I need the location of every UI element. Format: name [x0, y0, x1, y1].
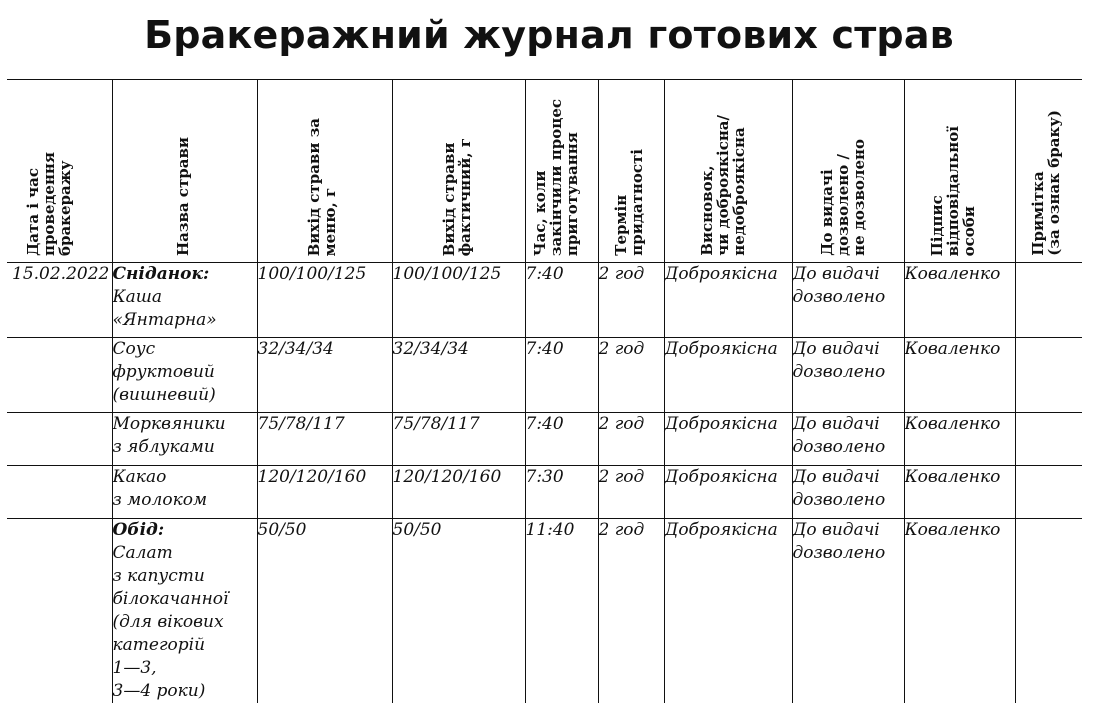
rejection-journal-table: [7, 79, 1082, 703]
cell-time: 7:40: [525, 338, 598, 413]
cell-time: 7:40: [525, 263, 598, 338]
cell-permission: До видачі дозволено: [792, 263, 904, 338]
cell-signature: Коваленко: [904, 466, 1015, 519]
header-menu-output: Вихід страви за меню, г: [257, 80, 392, 263]
cell-menu-output: 75/78/117: [257, 413, 392, 466]
cell-note: [1015, 263, 1082, 338]
table-row: [7, 519, 1082, 703]
header-permission: До видачі дозволено / не дозволено: [792, 80, 904, 263]
cell-signature: Коваленко: [904, 338, 1015, 413]
cell-conclusion: Доброякісна: [664, 338, 792, 413]
cell-note: [1015, 466, 1082, 519]
cell-actual-output: 75/78/117: [392, 413, 525, 466]
cell-conclusion: Доброякісна: [664, 263, 792, 338]
header-signature: Підпис відповідальної особи: [904, 80, 1015, 263]
cell-dish: [112, 519, 257, 703]
cell-date: 15.02.2022: [7, 263, 112, 338]
cell-permission: До видачі дозволено: [792, 519, 904, 703]
cell-shelf-life: 2 год: [598, 519, 664, 703]
cell-menu-output: 120/120/160: [257, 466, 392, 519]
cell-shelf-life: 2 год: [598, 263, 664, 338]
table-row: [7, 338, 1082, 413]
cell-time: 11:40: [525, 519, 598, 703]
meal-label: Сніданок:: [112, 264, 210, 284]
header-shelf-life: Термін придатності: [598, 80, 664, 263]
cell-shelf-life: 2 год: [598, 338, 664, 413]
cell-conclusion: Доброякісна: [664, 413, 792, 466]
cell-time: 7:40: [525, 413, 598, 466]
header-dish-name: Назва страви: [112, 80, 257, 263]
cell-conclusion: Доброякісна: [664, 519, 792, 703]
table-row: [7, 263, 1082, 338]
table-row: [7, 413, 1082, 466]
cell-actual-output: 100/100/125: [392, 263, 525, 338]
cell-conclusion: Доброякісна: [664, 466, 792, 519]
cell-dish: Соус фруктовий (вишневий): [112, 338, 257, 413]
header-conclusion: Висновок, чи доброякісна/ недоброякісна: [664, 80, 792, 263]
cell-shelf-life: 2 год: [598, 413, 664, 466]
cell-date: [7, 519, 112, 703]
cell-signature: Коваленко: [904, 263, 1015, 338]
header-actual-output: Вихід страви фактичний, г: [392, 80, 525, 263]
header-note: Примітка (за ознак браку): [1015, 80, 1082, 263]
dish-name: Салат з капусти білокачанної (для вікових категорій 1—3, 3—4 роки): [112, 543, 229, 701]
cell-date: [7, 466, 112, 519]
cell-dish: Морквяники з яблуками: [112, 413, 257, 466]
cell-signature: Коваленко: [904, 413, 1015, 466]
cell-actual-output: 120/120/160: [392, 466, 525, 519]
dish-name: Каша «Янтарна»: [112, 287, 217, 330]
meal-label: Обід:: [112, 520, 165, 540]
cell-permission: До видачі дозволено: [792, 466, 904, 519]
header-date-time: Дата і час проведення бракеражу: [7, 80, 112, 263]
cell-shelf-life: 2 год: [598, 466, 664, 519]
cell-menu-output: 32/34/34: [257, 338, 392, 413]
cell-actual-output: 32/34/34: [392, 338, 525, 413]
cell-signature: Коваленко: [904, 519, 1015, 703]
page-title: Бракеражний журнал готових страв: [144, 13, 954, 57]
cell-note: [1015, 338, 1082, 413]
table-header-row: [7, 80, 1082, 263]
cell-date: [7, 413, 112, 466]
cell-permission: До видачі дозволено: [792, 413, 904, 466]
cell-menu-output: 50/50: [257, 519, 392, 703]
cell-dish: [112, 263, 257, 338]
cell-note: [1015, 519, 1082, 703]
cell-permission: До видачі дозволено: [792, 338, 904, 413]
cell-time: 7:30: [525, 466, 598, 519]
cell-dish: Какао з молоком: [112, 466, 257, 519]
cell-date: [7, 338, 112, 413]
cell-menu-output: 100/100/125: [257, 263, 392, 338]
cell-actual-output: 50/50: [392, 519, 525, 703]
cell-note: [1015, 413, 1082, 466]
table-row: [7, 466, 1082, 519]
header-cooking-finish-time: Час, коли закінчили процес приготування: [525, 80, 598, 263]
